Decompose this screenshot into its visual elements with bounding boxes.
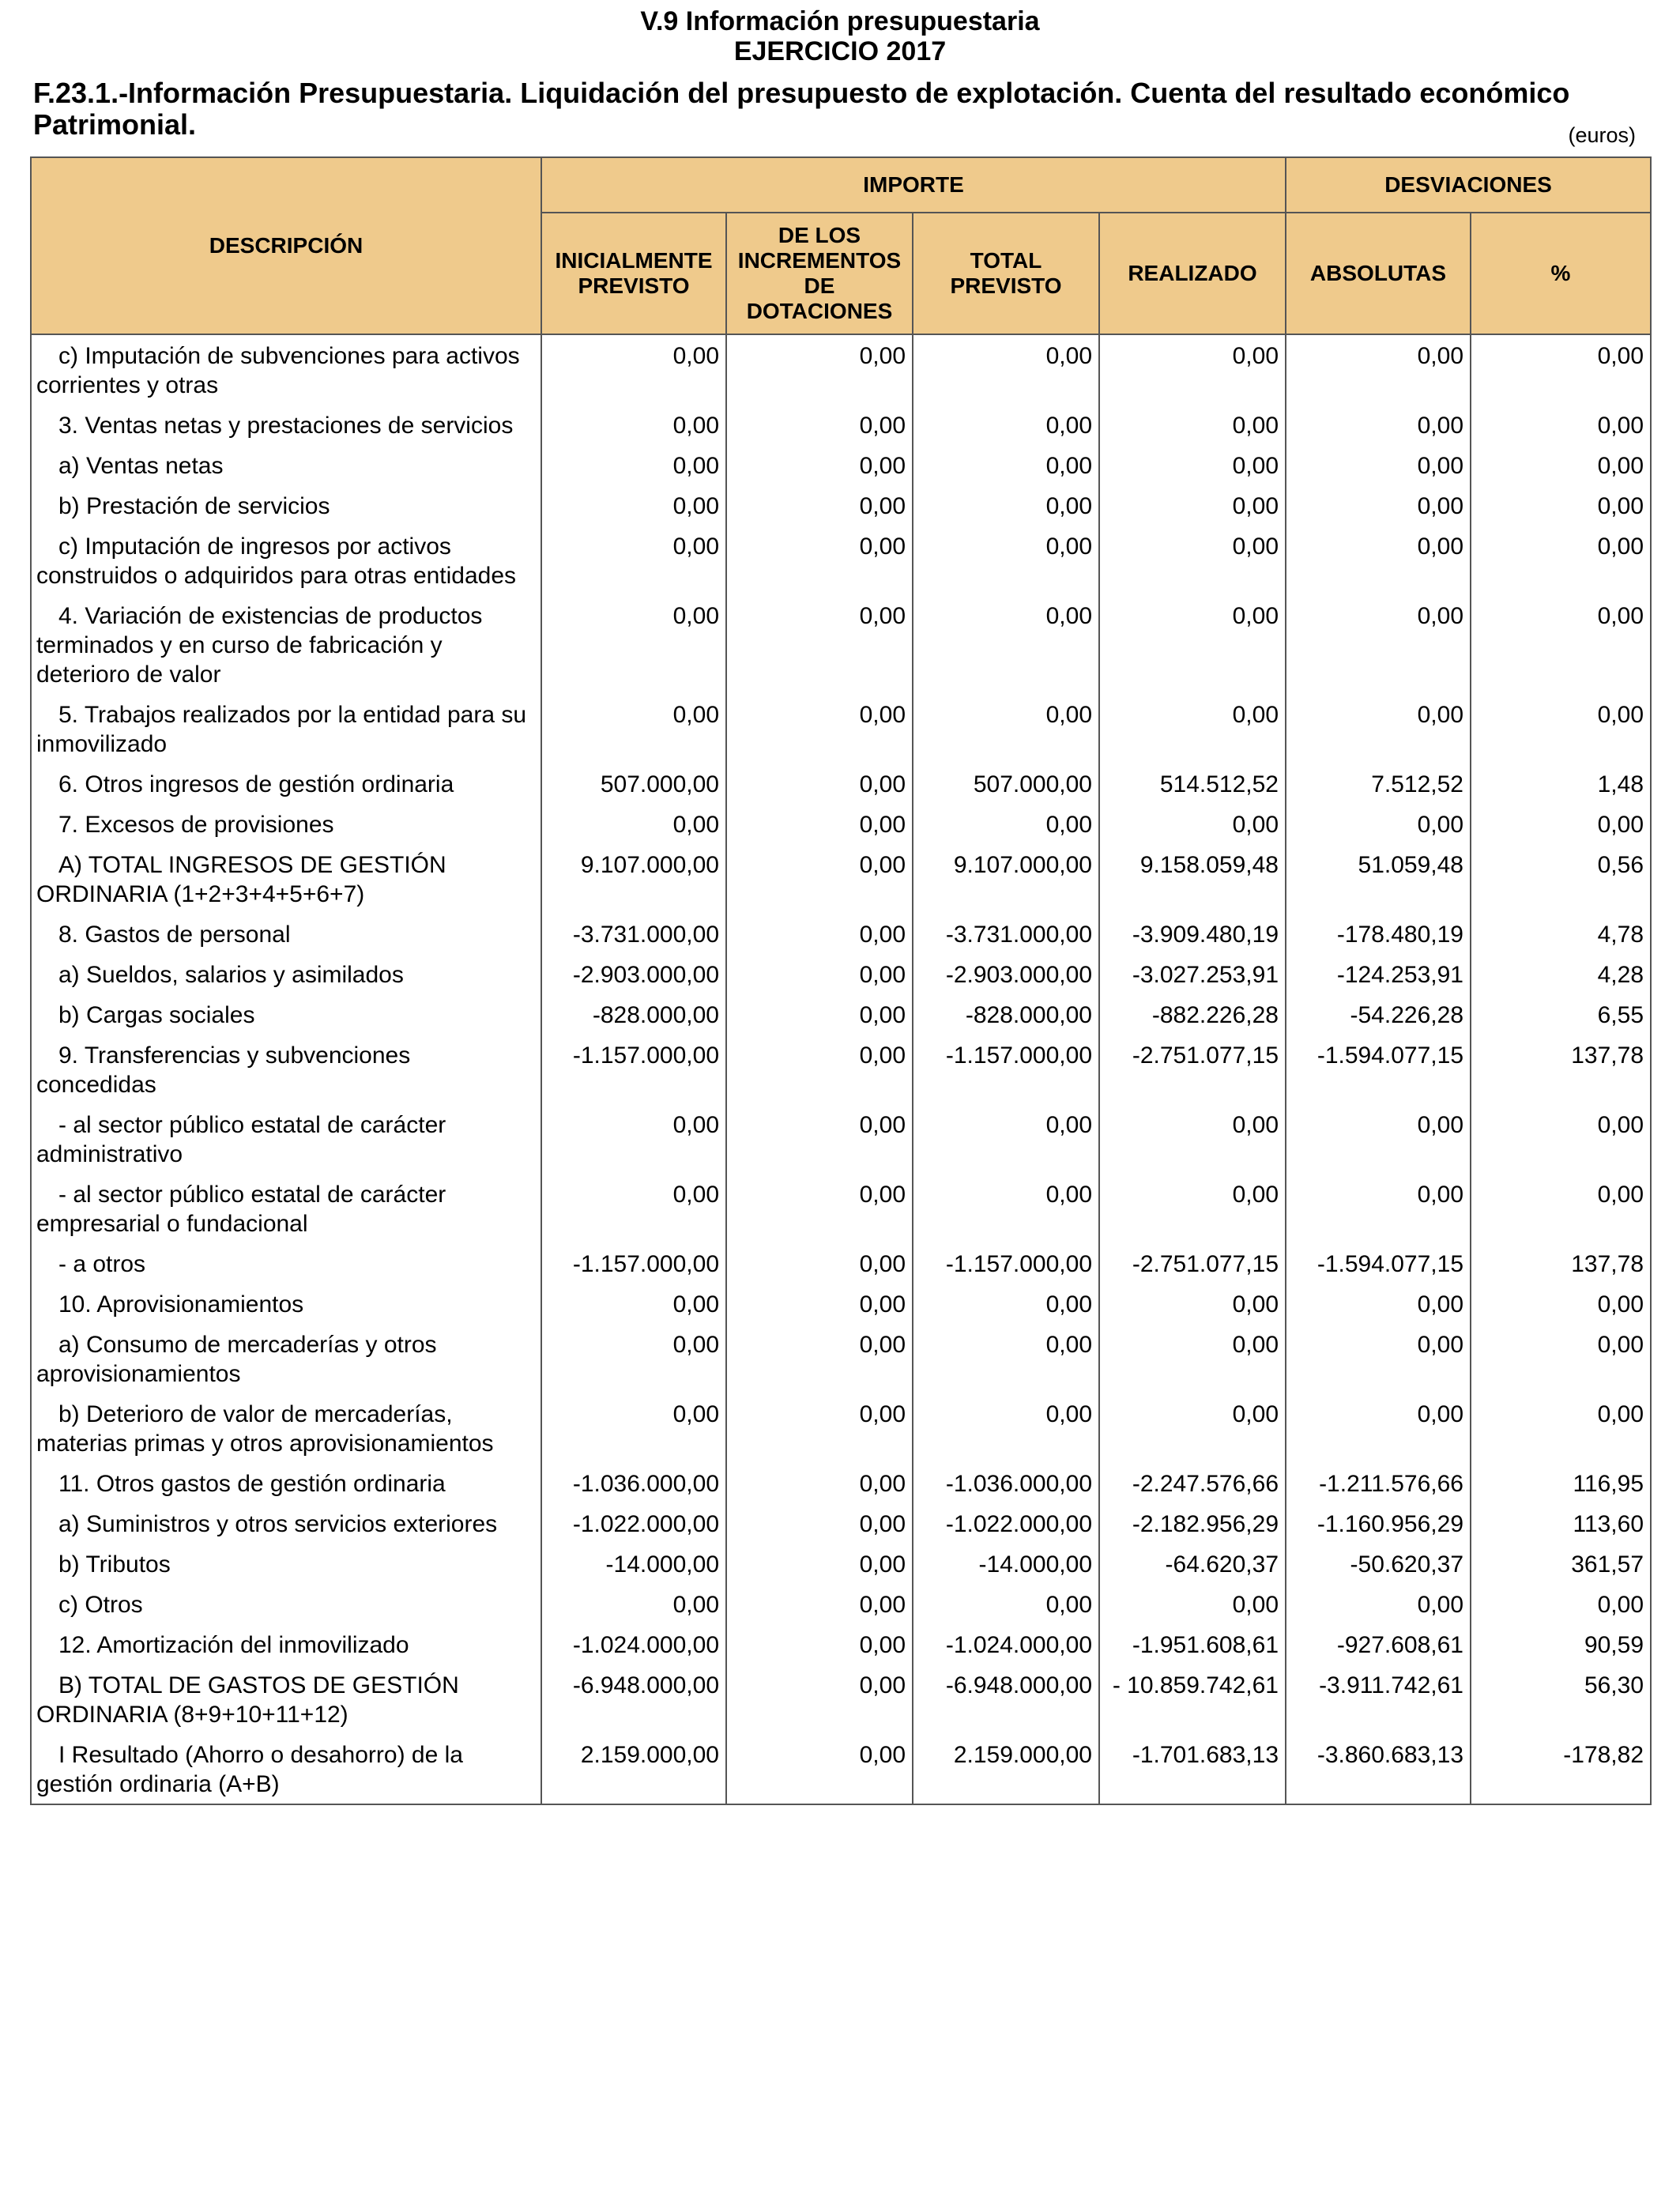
inicialmente-previsto-cell: -1.036.000,00 bbox=[541, 1463, 726, 1503]
table-row bbox=[31, 1284, 1651, 1324]
total-previsto-cell: -1.036.000,00 bbox=[913, 1463, 1099, 1503]
total-previsto-cell: -1.022.000,00 bbox=[913, 1503, 1099, 1544]
total-previsto-cell: -2.903.000,00 bbox=[913, 954, 1099, 994]
percent-cell: 0,00 bbox=[1471, 485, 1651, 526]
realizado-cell: 0,00 bbox=[1099, 1584, 1286, 1624]
total-previsto-cell: 0,00 bbox=[913, 1393, 1099, 1463]
row-description: 5. Trabajos realizados por la entidad para su inmovilizado bbox=[31, 694, 541, 763]
inicialmente-previsto-cell: 0,00 bbox=[541, 804, 726, 844]
inicialmente-previsto-cell: -6.948.000,00 bbox=[541, 1664, 726, 1734]
total-previsto-cell: 2.159.000,00 bbox=[913, 1734, 1099, 1804]
total-previsto-cell: 0,00 bbox=[913, 595, 1099, 694]
inicialmente-previsto-cell: 0,00 bbox=[541, 1324, 726, 1393]
row-description: A) TOTAL INGRESOS DE GESTIÓN ORDINARIA (1+2+3+4+5+6+7) bbox=[31, 844, 541, 914]
incrementos-cell: 0,00 bbox=[726, 1624, 913, 1664]
absolutas-cell: 0,00 bbox=[1286, 804, 1471, 844]
row-description: a) Sueldos, salarios y asimilados bbox=[31, 954, 541, 994]
inicialmente-previsto-cell: 507.000,00 bbox=[541, 763, 726, 804]
incrementos-cell: 0,00 bbox=[726, 914, 913, 954]
incrementos-cell: 0,00 bbox=[726, 694, 913, 763]
col-header-realizado: REALIZADO bbox=[1099, 213, 1286, 334]
absolutas-cell: -1.211.576,66 bbox=[1286, 1463, 1471, 1503]
realizado-cell: 0,00 bbox=[1099, 1284, 1286, 1324]
incrementos-cell: 0,00 bbox=[726, 1664, 913, 1734]
table-row bbox=[31, 1243, 1651, 1284]
inicialmente-previsto-cell: 0,00 bbox=[541, 1284, 726, 1324]
absolutas-cell: 0,00 bbox=[1286, 1104, 1471, 1174]
percent-cell: 116,95 bbox=[1471, 1463, 1651, 1503]
percent-cell: 0,00 bbox=[1471, 405, 1651, 445]
absolutas-cell: 0,00 bbox=[1286, 694, 1471, 763]
inicialmente-previsto-cell: 0,00 bbox=[541, 595, 726, 694]
col-header-incrementos-dotaciones: DE LOS INCREMENTOS DE DOTACIONES bbox=[726, 213, 913, 334]
fiscal-year-heading: EJERCICIO 2017 bbox=[733, 36, 947, 66]
inicialmente-previsto-cell: 0,00 bbox=[541, 405, 726, 445]
incrementos-cell: 0,00 bbox=[726, 844, 913, 914]
percent-cell: 137,78 bbox=[1471, 1243, 1651, 1284]
percent-cell: 113,60 bbox=[1471, 1503, 1651, 1544]
realizado-cell: -64.620,37 bbox=[1099, 1544, 1286, 1584]
table-row bbox=[31, 694, 1651, 763]
total-previsto-cell: 507.000,00 bbox=[913, 763, 1099, 804]
units-label: (euros) bbox=[1568, 123, 1636, 147]
incrementos-cell: 0,00 bbox=[726, 485, 913, 526]
table-row bbox=[31, 954, 1651, 994]
total-previsto-cell: 0,00 bbox=[913, 1584, 1099, 1624]
inicialmente-previsto-cell: 9.107.000,00 bbox=[541, 844, 726, 914]
inicialmente-previsto-cell: 0,00 bbox=[541, 485, 726, 526]
realizado-cell: - 10.859.742,61 bbox=[1099, 1664, 1286, 1734]
row-description: 4. Variación de existencias de productos terminados y en curso de fabricación y deterioro de valor bbox=[31, 595, 541, 694]
realizado-cell: -2.182.956,29 bbox=[1099, 1503, 1286, 1544]
row-description: I Resultado (Ahorro o desahorro) de la gestión ordinaria (A+B) bbox=[31, 1734, 541, 1804]
incrementos-cell: 0,00 bbox=[726, 334, 913, 405]
realizado-cell: 0,00 bbox=[1099, 694, 1286, 763]
header-desviaciones: DESVIACIONES bbox=[1286, 157, 1651, 213]
total-previsto-cell: 0,00 bbox=[913, 804, 1099, 844]
row-description: 3. Ventas netas y prestaciones de servicios bbox=[31, 405, 541, 445]
inicialmente-previsto-cell: 0,00 bbox=[541, 1174, 726, 1243]
absolutas-cell: 7.512,52 bbox=[1286, 763, 1471, 804]
total-previsto-cell: 0,00 bbox=[913, 1284, 1099, 1324]
realizado-cell: 0,00 bbox=[1099, 334, 1286, 405]
inicialmente-previsto-cell: 0,00 bbox=[541, 1584, 726, 1624]
percent-cell: 0,00 bbox=[1471, 595, 1651, 694]
realizado-cell: -3.027.253,91 bbox=[1099, 954, 1286, 994]
row-description: 12. Amortización del inmovilizado bbox=[31, 1624, 541, 1664]
absolutas-cell: 0,00 bbox=[1286, 405, 1471, 445]
absolutas-cell: 0,00 bbox=[1286, 1584, 1471, 1624]
percent-cell: 1,48 bbox=[1471, 763, 1651, 804]
incrementos-cell: 0,00 bbox=[726, 1584, 913, 1624]
row-description: b) Prestación de servicios bbox=[31, 485, 541, 526]
percent-cell: 0,00 bbox=[1471, 445, 1651, 485]
table-row bbox=[31, 334, 1651, 405]
inicialmente-previsto-cell: 2.159.000,00 bbox=[541, 1734, 726, 1804]
table-row bbox=[31, 1734, 1651, 1804]
percent-cell: 0,00 bbox=[1471, 804, 1651, 844]
table-row bbox=[31, 804, 1651, 844]
total-previsto-cell: -1.157.000,00 bbox=[913, 1035, 1099, 1104]
percent-cell: 4,28 bbox=[1471, 954, 1651, 994]
incrementos-cell: 0,00 bbox=[726, 1463, 913, 1503]
row-description: b) Tributos bbox=[31, 1544, 541, 1584]
table-row bbox=[31, 1174, 1651, 1243]
percent-cell: 6,55 bbox=[1471, 994, 1651, 1035]
incrementos-cell: 0,00 bbox=[726, 804, 913, 844]
absolutas-cell: -927.608,61 bbox=[1286, 1624, 1471, 1664]
header-descripcion: DESCRIPCIÓN bbox=[31, 157, 541, 334]
realizado-cell: 0,00 bbox=[1099, 405, 1286, 445]
percent-cell: -178,82 bbox=[1471, 1734, 1651, 1804]
table-row bbox=[31, 1393, 1651, 1463]
absolutas-cell: 0,00 bbox=[1286, 595, 1471, 694]
incrementos-cell: 0,00 bbox=[726, 1734, 913, 1804]
row-description: c) Otros bbox=[31, 1584, 541, 1624]
row-description: a) Ventas netas bbox=[31, 445, 541, 485]
absolutas-cell: 0,00 bbox=[1286, 526, 1471, 595]
absolutas-cell: 0,00 bbox=[1286, 1174, 1471, 1243]
row-description: b) Deterioro de valor de mercaderías, materias primas y otros aprovisionamientos bbox=[31, 1393, 541, 1463]
inicialmente-previsto-cell: 0,00 bbox=[541, 1393, 726, 1463]
total-previsto-cell: -1.157.000,00 bbox=[913, 1243, 1099, 1284]
row-description: c) Imputación de ingresos por activos construidos o adquiridos para otras entidades bbox=[31, 526, 541, 595]
percent-cell: 0,56 bbox=[1471, 844, 1651, 914]
percent-cell: 0,00 bbox=[1471, 334, 1651, 405]
total-previsto-cell: 0,00 bbox=[913, 485, 1099, 526]
total-previsto-cell: 0,00 bbox=[913, 1174, 1099, 1243]
col-header-absolutas: ABSOLUTAS bbox=[1286, 213, 1471, 334]
inicialmente-previsto-cell: -828.000,00 bbox=[541, 994, 726, 1035]
row-description: - al sector público estatal de carácter administrativo bbox=[31, 1104, 541, 1174]
absolutas-cell: 51.059,48 bbox=[1286, 844, 1471, 914]
incrementos-cell: 0,00 bbox=[726, 1174, 913, 1243]
absolutas-cell: -1.160.956,29 bbox=[1286, 1503, 1471, 1544]
inicialmente-previsto-cell: -14.000,00 bbox=[541, 1544, 726, 1584]
total-previsto-cell: -1.024.000,00 bbox=[913, 1624, 1099, 1664]
inicialmente-previsto-cell: 0,00 bbox=[541, 445, 726, 485]
row-description: B) TOTAL DE GASTOS DE GESTIÓN ORDINARIA (8+9+10+11+12) bbox=[31, 1664, 541, 1734]
table-row bbox=[31, 445, 1651, 485]
table-row bbox=[31, 1104, 1651, 1174]
budget-table bbox=[30, 156, 1652, 1805]
absolutas-cell: 0,00 bbox=[1286, 485, 1471, 526]
percent-cell: 361,57 bbox=[1471, 1544, 1651, 1584]
realizado-cell: 0,00 bbox=[1099, 485, 1286, 526]
inicialmente-previsto-cell: 0,00 bbox=[541, 334, 726, 405]
table-row bbox=[31, 1624, 1651, 1664]
total-previsto-cell: 9.107.000,00 bbox=[913, 844, 1099, 914]
percent-cell: 137,78 bbox=[1471, 1035, 1651, 1104]
total-previsto-cell: -828.000,00 bbox=[913, 994, 1099, 1035]
row-description: 10. Aprovisionamientos bbox=[31, 1284, 541, 1324]
header-importe: IMPORTE bbox=[541, 157, 1286, 213]
total-previsto-cell: 0,00 bbox=[913, 694, 1099, 763]
incrementos-cell: 0,00 bbox=[726, 1284, 913, 1324]
incrementos-cell: 0,00 bbox=[726, 994, 913, 1035]
realizado-cell: 9.158.059,48 bbox=[1099, 844, 1286, 914]
absolutas-cell: -1.594.077,15 bbox=[1286, 1035, 1471, 1104]
row-description: - al sector público estatal de carácter empresarial o fundacional bbox=[31, 1174, 541, 1243]
realizado-cell: 0,00 bbox=[1099, 1174, 1286, 1243]
incrementos-cell: 0,00 bbox=[726, 526, 913, 595]
row-description: c) Imputación de subvenciones para activos corrientes y otras bbox=[31, 334, 541, 405]
absolutas-cell: 0,00 bbox=[1286, 1324, 1471, 1393]
realizado-cell: 0,00 bbox=[1099, 526, 1286, 595]
inicialmente-previsto-cell: -1.022.000,00 bbox=[541, 1503, 726, 1544]
realizado-cell: 0,00 bbox=[1099, 1104, 1286, 1174]
absolutas-cell: 0,00 bbox=[1286, 445, 1471, 485]
absolutas-cell: -3.911.742,61 bbox=[1286, 1664, 1471, 1734]
table-row bbox=[31, 994, 1651, 1035]
table-row bbox=[31, 526, 1651, 595]
percent-cell: 56,30 bbox=[1471, 1664, 1651, 1734]
realizado-cell: -1.951.608,61 bbox=[1099, 1624, 1286, 1664]
inicialmente-previsto-cell: -1.157.000,00 bbox=[541, 1035, 726, 1104]
incrementos-cell: 0,00 bbox=[726, 405, 913, 445]
absolutas-cell: -178.480,19 bbox=[1286, 914, 1471, 954]
absolutas-cell: -1.594.077,15 bbox=[1286, 1243, 1471, 1284]
percent-cell: 90,59 bbox=[1471, 1624, 1651, 1664]
absolutas-cell: -54.226,28 bbox=[1286, 994, 1471, 1035]
total-previsto-cell: 0,00 bbox=[913, 1324, 1099, 1393]
incrementos-cell: 0,00 bbox=[726, 1104, 913, 1174]
percent-cell: 0,00 bbox=[1471, 694, 1651, 763]
row-description: 9. Transferencias y subvenciones concedidas bbox=[31, 1035, 541, 1104]
incrementos-cell: 0,00 bbox=[726, 1393, 913, 1463]
absolutas-cell: -3.860.683,13 bbox=[1286, 1734, 1471, 1804]
realizado-cell: 0,00 bbox=[1099, 1324, 1286, 1393]
table-row bbox=[31, 844, 1651, 914]
realizado-cell: -3.909.480,19 bbox=[1099, 914, 1286, 954]
row-description: 11. Otros gastos de gestión ordinaria bbox=[31, 1463, 541, 1503]
percent-cell: 0,00 bbox=[1471, 1104, 1651, 1174]
table-row bbox=[31, 1584, 1651, 1624]
inicialmente-previsto-cell: 0,00 bbox=[541, 526, 726, 595]
incrementos-cell: 0,00 bbox=[726, 1035, 913, 1104]
realizado-cell: -2.751.077,15 bbox=[1099, 1243, 1286, 1284]
table-row bbox=[31, 595, 1651, 694]
page-title: V.9 Información presupuestaria bbox=[640, 6, 1040, 36]
percent-cell: 4,78 bbox=[1471, 914, 1651, 954]
absolutas-cell: 0,00 bbox=[1286, 334, 1471, 405]
percent-cell: 0,00 bbox=[1471, 1284, 1651, 1324]
row-description: b) Cargas sociales bbox=[31, 994, 541, 1035]
absolutas-cell: 0,00 bbox=[1286, 1284, 1471, 1324]
realizado-cell: 0,00 bbox=[1099, 595, 1286, 694]
col-header-percent: % bbox=[1471, 213, 1651, 334]
row-description: - a otros bbox=[31, 1243, 541, 1284]
absolutas-cell: -50.620,37 bbox=[1286, 1544, 1471, 1584]
inicialmente-previsto-cell: 0,00 bbox=[541, 694, 726, 763]
absolutas-cell: 0,00 bbox=[1286, 1393, 1471, 1463]
total-previsto-cell: 0,00 bbox=[913, 405, 1099, 445]
incrementos-cell: 0,00 bbox=[726, 445, 913, 485]
total-previsto-cell: -6.948.000,00 bbox=[913, 1664, 1099, 1734]
col-header-total-previsto: TOTAL PREVISTO bbox=[913, 213, 1099, 334]
inicialmente-previsto-cell: -2.903.000,00 bbox=[541, 954, 726, 994]
table-row bbox=[31, 914, 1651, 954]
table-row bbox=[31, 1035, 1651, 1104]
absolutas-cell: -124.253,91 bbox=[1286, 954, 1471, 994]
percent-cell: 0,00 bbox=[1471, 1393, 1651, 1463]
row-description: a) Consumo de mercaderías y otros aprovisionamientos bbox=[31, 1324, 541, 1393]
row-description: 8. Gastos de personal bbox=[31, 914, 541, 954]
incrementos-cell: 0,00 bbox=[726, 595, 913, 694]
col-header-inicialmente-previsto: INICIALMENTE PREVISTO bbox=[541, 213, 726, 334]
realizado-cell: 0,00 bbox=[1099, 1393, 1286, 1463]
realizado-cell: -882.226,28 bbox=[1099, 994, 1286, 1035]
inicialmente-previsto-cell: -1.157.000,00 bbox=[541, 1243, 726, 1284]
row-description: a) Suministros y otros servicios exteriores bbox=[31, 1503, 541, 1544]
row-description: 7. Excesos de provisiones bbox=[31, 804, 541, 844]
inicialmente-previsto-cell: -3.731.000,00 bbox=[541, 914, 726, 954]
table-row bbox=[31, 1324, 1651, 1393]
incrementos-cell: 0,00 bbox=[726, 954, 913, 994]
table-row bbox=[31, 1463, 1651, 1503]
table-row bbox=[31, 405, 1651, 445]
incrementos-cell: 0,00 bbox=[726, 1324, 913, 1393]
section-subtitle: F.23.1.-Información Presupuestaria. Liquidación del presupuesto de explotación. Cuenta del resultado económico Patrimonial. bbox=[33, 77, 1570, 141]
inicialmente-previsto-cell: 0,00 bbox=[541, 1104, 726, 1174]
table-row bbox=[31, 1664, 1651, 1734]
incrementos-cell: 0,00 bbox=[726, 1503, 913, 1544]
total-previsto-cell: 0,00 bbox=[913, 526, 1099, 595]
total-previsto-cell: 0,00 bbox=[913, 334, 1099, 405]
percent-cell: 0,00 bbox=[1471, 1324, 1651, 1393]
percent-cell: 0,00 bbox=[1471, 526, 1651, 595]
percent-cell: 0,00 bbox=[1471, 1174, 1651, 1243]
incrementos-cell: 0,00 bbox=[726, 1243, 913, 1284]
row-description: 6. Otros ingresos de gestión ordinaria bbox=[31, 763, 541, 804]
total-previsto-cell: 0,00 bbox=[913, 1104, 1099, 1174]
table-row bbox=[31, 763, 1651, 804]
realizado-cell: 0,00 bbox=[1099, 804, 1286, 844]
incrementos-cell: 0,00 bbox=[726, 1544, 913, 1584]
realizado-cell: 514.512,52 bbox=[1099, 763, 1286, 804]
incrementos-cell: 0,00 bbox=[726, 763, 913, 804]
table-row bbox=[31, 1503, 1651, 1544]
inicialmente-previsto-cell: -1.024.000,00 bbox=[541, 1624, 726, 1664]
table-row bbox=[31, 1544, 1651, 1584]
realizado-cell: -2.247.576,66 bbox=[1099, 1463, 1286, 1503]
realizado-cell: -1.701.683,13 bbox=[1099, 1734, 1286, 1804]
total-previsto-cell: -3.731.000,00 bbox=[913, 914, 1099, 954]
percent-cell: 0,00 bbox=[1471, 1584, 1651, 1624]
realizado-cell: -2.751.077,15 bbox=[1099, 1035, 1286, 1104]
realizado-cell: 0,00 bbox=[1099, 445, 1286, 485]
table-row bbox=[31, 485, 1651, 526]
total-previsto-cell: -14.000,00 bbox=[913, 1544, 1099, 1584]
total-previsto-cell: 0,00 bbox=[913, 445, 1099, 485]
